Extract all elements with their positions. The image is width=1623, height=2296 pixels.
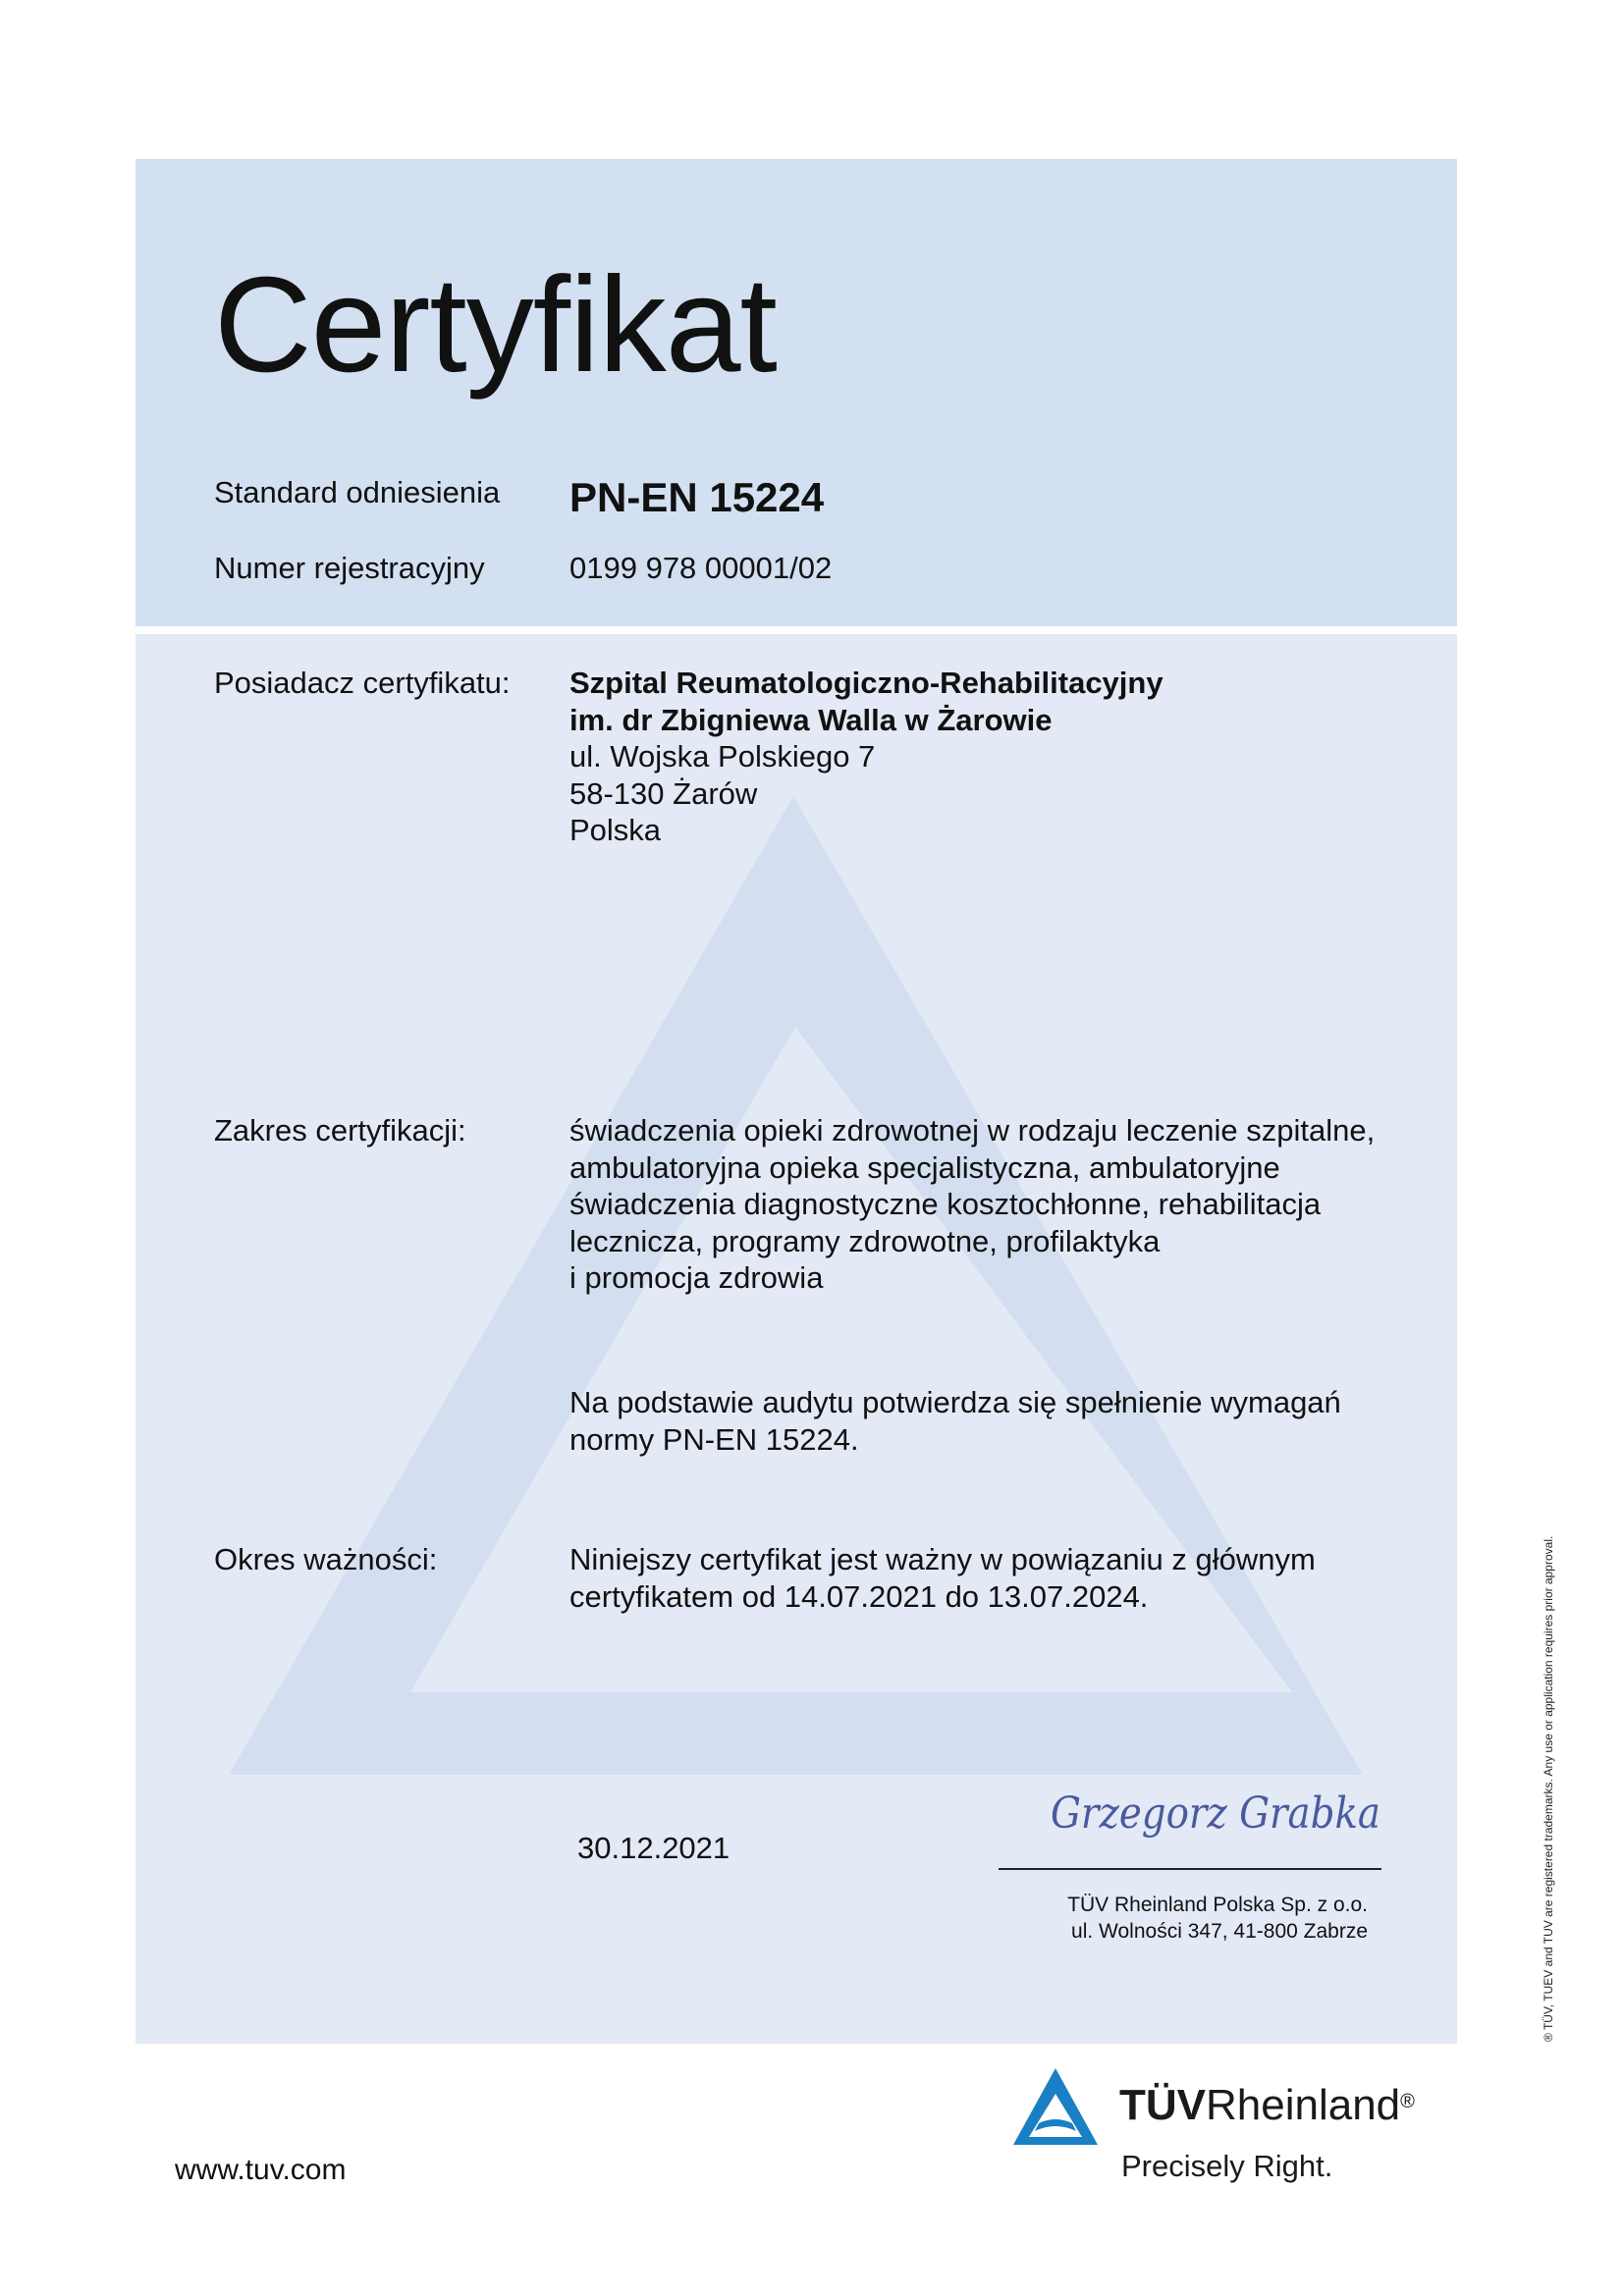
website-link[interactable]: www.tuv.com: [175, 2154, 347, 2186]
trademark-notice: ® TÜV, TUEV and TUV are registered trademarks. Any use or application requires prior approval.: [1542, 1535, 1555, 2042]
issue-date: 30.12.2021: [577, 1831, 730, 1865]
certificate-title: Certyfikat: [214, 249, 777, 400]
statement-line: normy PN-EN 15224.: [569, 1421, 859, 1457]
scope-label: Zakres certyfikacji:: [214, 1113, 466, 1148]
issuer-name: TÜV Rheinland Polska Sp. z o.o.: [1067, 1894, 1368, 1916]
signature-line: [999, 1868, 1381, 1870]
scope-line: świadczenia diagnostyczne kosztochłonne, rehabilitacja: [569, 1187, 1322, 1221]
reference-standard-label: Standard odniesienia: [214, 475, 501, 509]
validity-label: Okres ważności:: [214, 1542, 438, 1576]
holder-street: ul. Wojska Polskiego 7: [569, 739, 876, 774]
validity-line: Niniejszy certyfikat jest ważny w powiązaniu z głównym: [569, 1542, 1316, 1576]
brand-wordmark: [1119, 2081, 1415, 2130]
registration-number-value: 0199 978 00001/02: [569, 551, 833, 585]
validity-line: certyfikatem od 14.07.2021 do 13.07.2024.: [569, 1578, 1149, 1614]
holder-block: [569, 665, 1163, 849]
scope-line: świadczenia opieki zdrowotnej w rodzaju leczenie szpitalne,: [569, 1113, 1376, 1148]
holder-name-line1: Szpital Reumatologiczno-Rehabilitacyjny: [569, 666, 1163, 700]
issuer-address: ul. Wolności 347, 41-800 Zabrze: [1071, 1920, 1368, 1943]
brand-tagline: Precisely Right.: [1121, 2149, 1333, 2183]
audit-statement: [569, 1384, 1341, 1458]
scope-line: i promocja zdrowia: [569, 1260, 824, 1295]
handwritten-signature: [1047, 1777, 1386, 1845]
holder-city: 58-130 Żarów: [569, 775, 758, 811]
registration-number-label: Numer rejestracyjny: [214, 551, 485, 585]
validity-text: [569, 1541, 1316, 1615]
svg-text:Grzegorz Grabka: Grzegorz Grabka: [1051, 1789, 1380, 1839]
brand-tuv: TÜV: [1119, 2081, 1206, 2129]
holder-country: Polska: [569, 813, 662, 847]
scope-line: lecznicza, programy zdrowotne, profilaktyka: [569, 1223, 1161, 1258]
scope-text: [569, 1112, 1375, 1297]
statement-line: Na podstawie audytu potwierdza się spełnienie wymagań: [569, 1385, 1341, 1419]
reference-standard-value: PN-EN 15224: [569, 474, 825, 520]
holder-name-line2: im. dr Zbigniewa Walla w Żarowie: [569, 702, 1053, 737]
tuv-logo-icon: [1011, 2066, 1100, 2149]
scope-line: ambulatoryjna opieka specjalistyczna, ambulatoryjne: [569, 1149, 1280, 1185]
brand-registered-mark: ®: [1400, 2091, 1415, 2112]
brand-rheinland: Rheinland: [1206, 2081, 1401, 2129]
holder-label: Posiadacz certyfikatu:: [214, 666, 511, 700]
